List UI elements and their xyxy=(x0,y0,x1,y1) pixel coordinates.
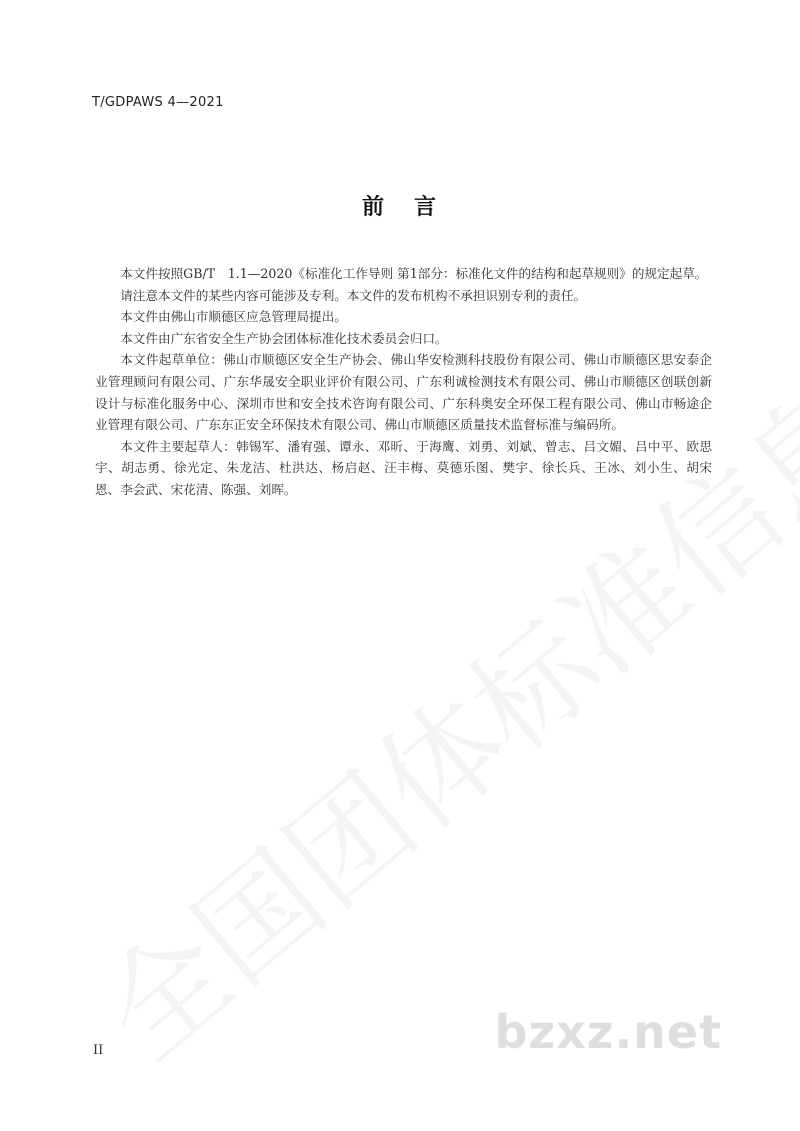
site-watermark: bzxz.net xyxy=(494,1005,722,1059)
page-number: II xyxy=(93,1043,104,1058)
foreword-body xyxy=(95,263,712,501)
paragraph-administrator: 本文件由广东省安全生产协会团体标准化技术委员会归口。 xyxy=(120,330,448,346)
document-code: T/GDPAWS 4—2021 xyxy=(92,95,224,110)
paragraph-drafting-units: 本文件起草单位：佛山市顺德区安全生产协会、佛山华安检测科技股份有限公司、佛山市顺德区思安泰企业管理顾问有限公司、广东华晟安全职业评价有限公司、广东利诚检测技术有限公司、佛山市顺德区创联创新设计与标准化服务中心、深圳市世和安全技术咨询有限公司、广东科奥安全环保工程有限公司、佛山市畅途企业管理有限公司、广东东正安全环保技术有限公司、佛山市顺德区质量技术监督标准与编码所。 xyxy=(95,352,712,433)
paragraph-patent-notice: 请注意本文件的某些内容可能涉及专利。本文件的发布机构不承担识别专利的责任。 xyxy=(120,287,587,303)
section-title-part-2: 言 xyxy=(414,195,439,220)
paragraph-drafters: 本文件主要起草人：韩锡军、潘宥强、谭永、邓昕、于海鹰、刘勇、刘斌、曾志、吕文媚、吕中平、欧思宇、胡志勇、徐光定、朱龙洁、杜洪达、杨启赵、汪丰梅、莫德乐图、樊宇、徐长兵、王冰、刘小生、胡宋恩、李会武、宋花清、陈强、刘晖。 xyxy=(95,438,712,497)
section-title-part-1: 前 xyxy=(361,195,386,220)
section-title xyxy=(0,190,800,221)
paragraph-proposer: 本文件由佛山市顺德区应急管理局提出。 xyxy=(120,309,347,325)
paragraph-drafting-basis: 本文件按照GB/T 1.1—2020《标准化工作导则 第1部分：标准化文件的结构和起草规则》的规定起草。 xyxy=(120,266,708,281)
